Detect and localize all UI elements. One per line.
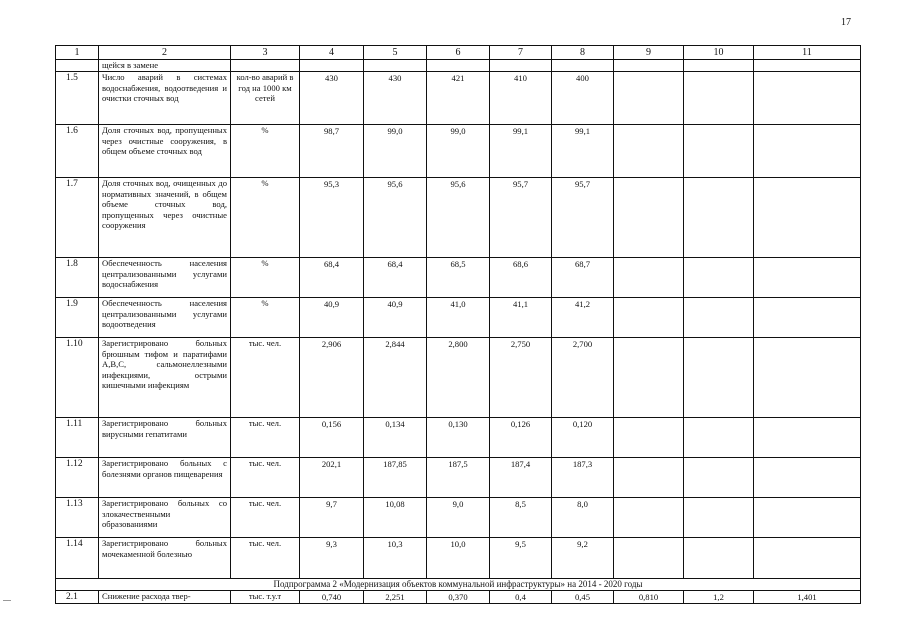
indicator-value: 187,3 xyxy=(552,458,614,498)
indicator-value: 410 xyxy=(490,72,552,125)
unit-of-measure: тыс. чел. xyxy=(231,458,300,498)
indicator-value: 99,1 xyxy=(552,125,614,178)
indicator-value xyxy=(614,458,684,498)
indicator-value: 9,0 xyxy=(427,498,490,538)
unit-of-measure: тыс. чел. xyxy=(231,338,300,418)
indicator-value: 9,3 xyxy=(300,538,364,579)
table-row xyxy=(56,298,861,338)
table-row xyxy=(56,258,861,298)
row-number: 1.6 xyxy=(56,125,99,178)
indicator-value xyxy=(614,338,684,418)
indicator-name: Обеспеченность населения централизованными услугами водоснабжения xyxy=(99,258,231,298)
indicator-value: 8,5 xyxy=(490,498,552,538)
indicator-value: 187,5 xyxy=(427,458,490,498)
indicator-value: 0,134 xyxy=(364,418,427,458)
unit-of-measure: тыс. чел. xyxy=(231,538,300,579)
indicator-value xyxy=(684,338,754,418)
indicator-value: 0,130 xyxy=(427,418,490,458)
column-number: 4 xyxy=(300,46,364,60)
indicator-value xyxy=(754,458,861,498)
indicator-value xyxy=(684,258,754,298)
indicator-value: 99,0 xyxy=(364,125,427,178)
indicator-value: 430 xyxy=(300,72,364,125)
indicator-value xyxy=(614,418,684,458)
indicator-value xyxy=(684,178,754,258)
unit-of-measure: тыс. чел. xyxy=(231,418,300,458)
indicator-name: Обеспеченность населения централизованными услугами водоотведения xyxy=(99,298,231,338)
column-number: 10 xyxy=(684,46,754,60)
unit-of-measure: % xyxy=(231,298,300,338)
row-number: 1.12 xyxy=(56,458,99,498)
row-number: 1.9 xyxy=(56,298,99,338)
indicator-value xyxy=(754,418,861,458)
indicator-value: 95,6 xyxy=(364,178,427,258)
row-number: 1.11 xyxy=(56,418,99,458)
indicator-value: 421 xyxy=(427,72,490,125)
indicator-value: 10,0 xyxy=(427,538,490,579)
column-number: 3 xyxy=(231,46,300,60)
row-number: 1.10 xyxy=(56,338,99,418)
indicator-value: 0,4 xyxy=(490,591,552,604)
indicator-value: 1,2 xyxy=(684,591,754,604)
indicator-value xyxy=(754,338,861,418)
table-row xyxy=(56,458,861,498)
indicator-value: 0,810 xyxy=(614,591,684,604)
indicator-value: 9,5 xyxy=(490,538,552,579)
table-row xyxy=(56,125,861,178)
indicator-value: 68,4 xyxy=(300,258,364,298)
unit-of-measure: % xyxy=(231,178,300,258)
indicator-value: 68,6 xyxy=(490,258,552,298)
unit-of-measure: кол-во аварий в год на 1000 км сетей xyxy=(231,72,300,125)
indicator-value xyxy=(614,72,684,125)
indicator-value: 41,1 xyxy=(490,298,552,338)
indicator-value: 99,1 xyxy=(490,125,552,178)
indicator-value: 187,4 xyxy=(490,458,552,498)
column-number: 6 xyxy=(427,46,490,60)
indicator-name: Зарегистрировано больных вирусными гепатитами xyxy=(99,418,231,458)
indicator-value xyxy=(754,125,861,178)
continuation-text: щейся в замене xyxy=(99,60,231,72)
indicator-name: Зарегистрировано больных брюшным тифом и паратифами А,В,С, сальмонеллезными инфекциями, острыми кишечными инфекциям xyxy=(99,338,231,418)
indicator-value: 10,08 xyxy=(364,498,427,538)
indicators-table xyxy=(55,45,861,604)
indicator-value xyxy=(754,498,861,538)
indicator-value: 68,4 xyxy=(364,258,427,298)
indicator-value xyxy=(684,458,754,498)
indicator-value: 95,3 xyxy=(300,178,364,258)
indicator-value: 40,9 xyxy=(300,298,364,338)
unit-of-measure: % xyxy=(231,258,300,298)
section-title: Подпрограмма 2 «Модернизация объектов коммунальной инфраструктуры» на 2014 - 2020 годы xyxy=(56,579,861,591)
indicator-name: Доля сточных вод, пропущенных через очистные сооружения, в общем объеме сточных вод xyxy=(99,125,231,178)
continuation-row xyxy=(56,60,861,72)
indicator-value: 0,156 xyxy=(300,418,364,458)
row-number: 1.7 xyxy=(56,178,99,258)
column-number-row xyxy=(56,46,861,60)
unit-of-measure: тыс. чел. xyxy=(231,498,300,538)
indicator-value xyxy=(684,72,754,125)
unit-of-measure: тыс. т.у.т xyxy=(231,591,300,604)
indicator-value xyxy=(614,298,684,338)
indicator-value: 8,0 xyxy=(552,498,614,538)
column-number: 9 xyxy=(614,46,684,60)
indicator-value: 40,9 xyxy=(364,298,427,338)
indicator-value: 2,844 xyxy=(364,338,427,418)
indicator-value: 0,120 xyxy=(552,418,614,458)
table-row xyxy=(56,591,861,604)
column-number: 1 xyxy=(56,46,99,60)
indicator-value: 2,750 xyxy=(490,338,552,418)
indicator-value xyxy=(614,125,684,178)
indicator-value xyxy=(754,538,861,579)
indicator-value xyxy=(614,258,684,298)
row-number: 1.8 xyxy=(56,258,99,298)
indicator-value xyxy=(684,498,754,538)
table-row xyxy=(56,72,861,125)
indicator-value: 2,700 xyxy=(552,338,614,418)
indicator-value xyxy=(614,178,684,258)
indicator-value: 9,7 xyxy=(300,498,364,538)
scan-margin-mark xyxy=(3,600,11,601)
indicator-value xyxy=(754,258,861,298)
table-row xyxy=(56,538,861,579)
indicator-value: 95,7 xyxy=(552,178,614,258)
indicator-value xyxy=(684,298,754,338)
indicator-value xyxy=(614,538,684,579)
indicator-value: 95,7 xyxy=(490,178,552,258)
row-number: 1.14 xyxy=(56,538,99,579)
indicator-value: 0,370 xyxy=(427,591,490,604)
indicator-value: 0,740 xyxy=(300,591,364,604)
column-number: 8 xyxy=(552,46,614,60)
indicator-value: 41,0 xyxy=(427,298,490,338)
row-number: 1.5 xyxy=(56,72,99,125)
section-row xyxy=(56,579,861,591)
indicator-value: 187,85 xyxy=(364,458,427,498)
indicator-value xyxy=(754,72,861,125)
indicator-value xyxy=(754,298,861,338)
indicator-value: 2,906 xyxy=(300,338,364,418)
indicator-name: Зарегистрировано больных с болезнями органов пищеварения xyxy=(99,458,231,498)
table-row xyxy=(56,418,861,458)
indicator-value: 9,2 xyxy=(552,538,614,579)
indicator-value: 41,2 xyxy=(552,298,614,338)
indicator-value: 68,7 xyxy=(552,258,614,298)
indicator-value: 0,126 xyxy=(490,418,552,458)
unit-of-measure: % xyxy=(231,125,300,178)
indicator-value: 68,5 xyxy=(427,258,490,298)
indicator-value xyxy=(684,538,754,579)
indicator-value: 2,800 xyxy=(427,338,490,418)
indicator-value: 2,251 xyxy=(364,591,427,604)
column-number: 2 xyxy=(99,46,231,60)
row-number: 2.1 xyxy=(56,591,99,604)
indicator-value xyxy=(614,498,684,538)
column-number: 5 xyxy=(364,46,427,60)
column-number: 11 xyxy=(754,46,861,60)
page-number: 17 xyxy=(841,17,851,28)
table-row xyxy=(56,178,861,258)
table-row xyxy=(56,498,861,538)
indicator-value: 10,3 xyxy=(364,538,427,579)
indicator-value xyxy=(684,125,754,178)
indicator-value: 95,6 xyxy=(427,178,490,258)
indicator-value: 202,1 xyxy=(300,458,364,498)
table-row xyxy=(56,338,861,418)
indicator-name: Зарегистрировано больных со злокачественными образованиями xyxy=(99,498,231,538)
indicator-value: 400 xyxy=(552,72,614,125)
indicator-value: 98,7 xyxy=(300,125,364,178)
indicator-value: 430 xyxy=(364,72,427,125)
indicator-name: Зарегистрировано больных мочекаменной болезнью xyxy=(99,538,231,579)
indicator-name: Число аварий в системах водоснабжения, водоотведения и очистки сточных вод xyxy=(99,72,231,125)
row-number: 1.13 xyxy=(56,498,99,538)
column-number: 7 xyxy=(490,46,552,60)
indicator-value: 1,401 xyxy=(754,591,861,604)
indicator-value xyxy=(684,418,754,458)
indicator-value: 99,0 xyxy=(427,125,490,178)
indicator-name: Снижение расхода твер- xyxy=(99,591,231,604)
indicator-name: Доля сточных вод, очищенных до нормативных значений, в общем объеме сточных вод, пропущенных через очистные сооружения xyxy=(99,178,231,258)
indicator-value xyxy=(754,178,861,258)
indicator-value: 0,45 xyxy=(552,591,614,604)
